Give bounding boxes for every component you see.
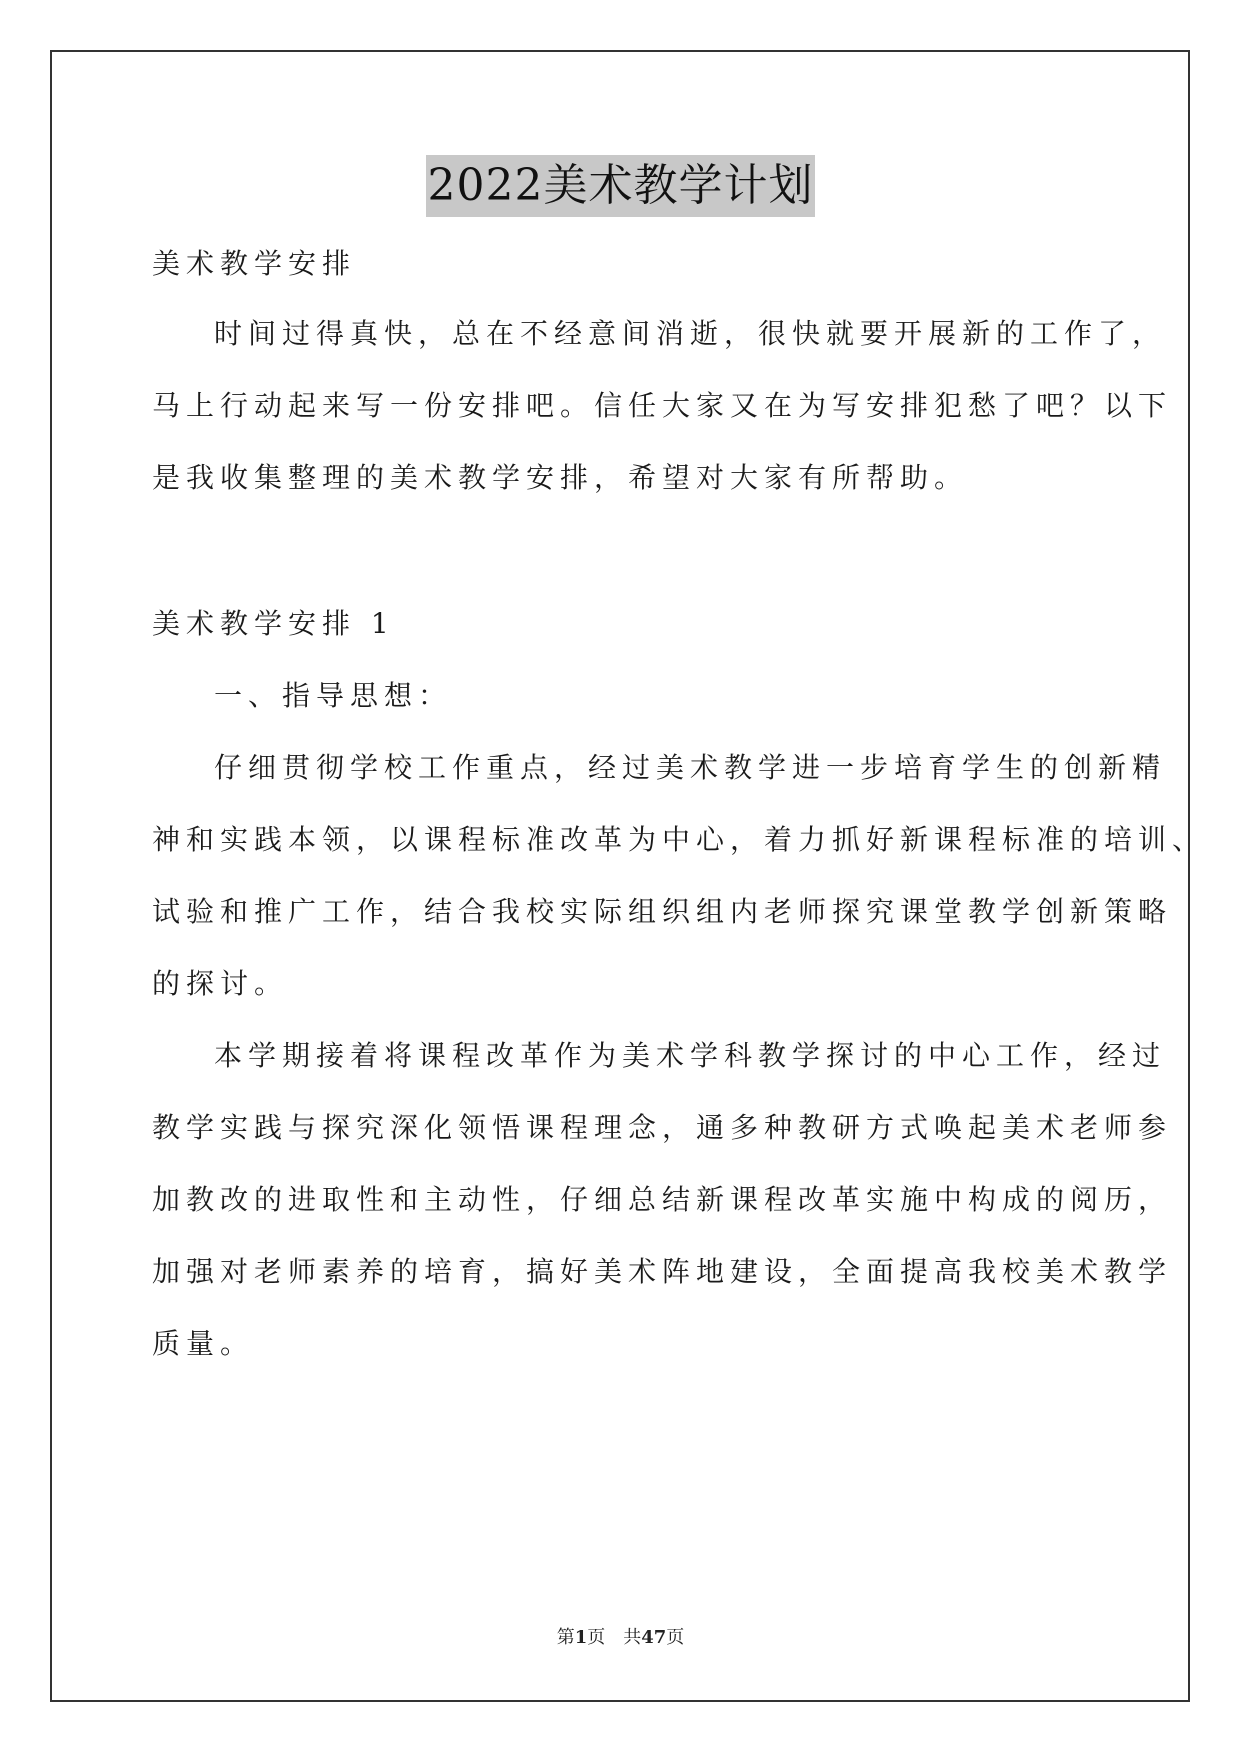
footer-page-prefix: 第 xyxy=(556,1627,575,1648)
paragraph-line: 质量。 xyxy=(152,1327,255,1360)
page-border xyxy=(50,50,1190,1702)
paragraph-line: 教学实践与探究深化领悟课程理念，通多种教研方式唤起美术老师参 xyxy=(152,1111,1173,1144)
paragraph-line: 加教改的进取性和主动性，仔细总结新课程改革实施中构成的阅历， xyxy=(152,1183,1173,1216)
paragraph-line: 本学期接着将课程改革作为美术学科教学探讨的中心工作，经过 xyxy=(214,1039,1167,1072)
footer-total-pages: 47 xyxy=(641,1627,667,1648)
footer-page-suffix: 页 xyxy=(666,1627,685,1648)
document-title: 2022美术教学计划 xyxy=(426,155,816,217)
paragraph-line: 加强对老师素养的培育，搞好美术阵地建设，全面提高我校美术教学 xyxy=(152,1255,1173,1288)
paragraph-line: 试验和推广工作，结合我校实际组织组内老师探究课堂教学创新策略 xyxy=(152,895,1173,928)
page-footer xyxy=(0,1625,1241,1651)
section-heading: 美术教学安排 1 xyxy=(152,607,395,640)
paragraph-line: 马上行动起来写一份安排吧。信任大家又在为写安排犯愁了吧？以下 xyxy=(152,389,1173,422)
paragraph-line: 神和实践本领，以课程标准改革为中心，着力抓好新课程标准的培训、 xyxy=(152,823,1207,856)
title-container xyxy=(0,155,1241,217)
footer-page-mid: 页 共 xyxy=(587,1627,642,1648)
section-heading: 美术教学安排 xyxy=(152,247,357,280)
paragraph-line: 仔细贯彻学校工作重点，经过美术教学进一步培育学生的创新精 xyxy=(214,751,1167,784)
paragraph-line: 是我收集整理的美术教学安排，希望对大家有所帮助。 xyxy=(152,461,969,494)
subsection-heading: 一、指导思想： xyxy=(214,679,453,712)
paragraph-line: 的探讨。 xyxy=(152,967,289,1000)
paragraph-line: 时间过得真快，总在不经意间消逝，很快就要开展新的工作了， xyxy=(214,317,1167,350)
footer-page-number: 1 xyxy=(574,1627,588,1648)
